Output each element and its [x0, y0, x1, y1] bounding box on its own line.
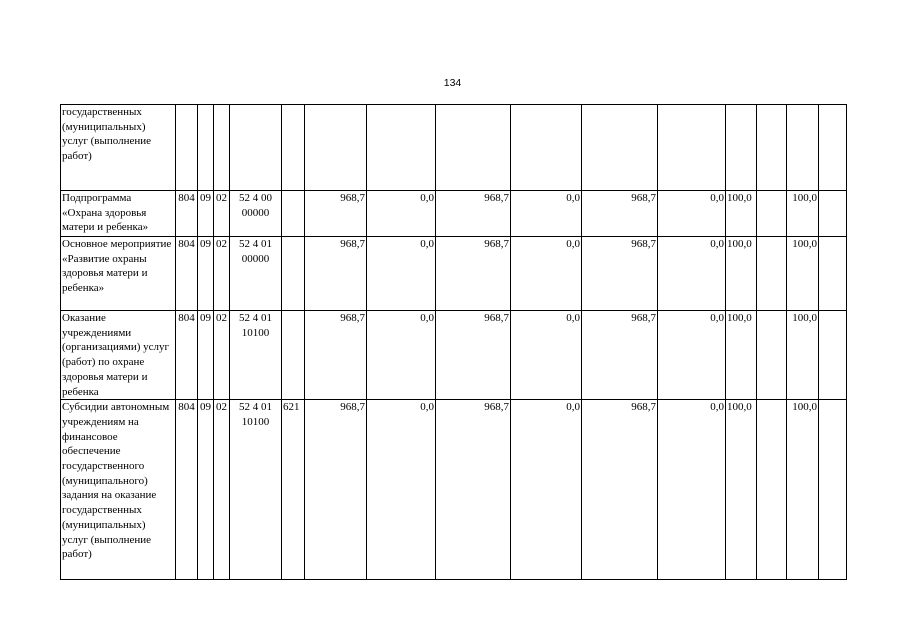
value-2: 0,0 — [367, 237, 436, 311]
expense-type-code: 621 — [282, 400, 305, 580]
value-1 — [305, 105, 367, 191]
grbs-code: 804 — [176, 237, 198, 311]
expense-type-code — [282, 311, 305, 400]
value-1: 968,7 — [305, 311, 367, 400]
value-5: 968,7 — [582, 191, 658, 237]
value-5: 968,7 — [582, 237, 658, 311]
value-6 — [658, 105, 726, 191]
value-2 — [367, 105, 436, 191]
subsection-code: 02 — [214, 400, 230, 580]
row-name: Подпрограмма «Охрана здоровья матери и ребенка» — [61, 191, 176, 237]
value-4 — [511, 105, 582, 191]
percent-3 — [819, 191, 847, 237]
percent-1: 100,0 — [726, 400, 757, 580]
grbs-code: 804 — [176, 191, 198, 237]
value-4: 0,0 — [511, 191, 582, 237]
section-code: 09 — [198, 237, 214, 311]
grbs-code: 804 — [176, 400, 198, 580]
percent-1: 100,0 — [726, 191, 757, 237]
percent-3 — [819, 105, 847, 191]
section-code: 09 — [198, 191, 214, 237]
percent-2: 100,0 — [787, 237, 819, 311]
value-6: 0,0 — [658, 191, 726, 237]
value-6: 0,0 — [658, 311, 726, 400]
percent-2 — [787, 105, 819, 191]
table-body — [61, 105, 847, 580]
percent-3 — [819, 311, 847, 400]
percent-2: 100,0 — [787, 400, 819, 580]
row-name: Субсидии автономным учреждениям на финансовое обеспечение государственного (муниципального) задания на оказание государственных (муниципальных) услуг (выполнение работ) — [61, 400, 176, 580]
expense-type-code — [282, 237, 305, 311]
percent-2: 100,0 — [787, 191, 819, 237]
section-code: 09 — [198, 311, 214, 400]
subsection-code — [214, 105, 230, 191]
value-2: 0,0 — [367, 400, 436, 580]
table-row — [61, 191, 847, 237]
table-row — [61, 311, 847, 400]
value-1: 968,7 — [305, 237, 367, 311]
row-name: Основное мероприятие «Развитие охраны здоровья матери и ребенка» — [61, 237, 176, 311]
percent-1: 100,0 — [726, 237, 757, 311]
value-3: 968,7 — [436, 400, 511, 580]
subsection-code: 02 — [214, 237, 230, 311]
percent-2: 100,0 — [787, 311, 819, 400]
table-row — [61, 237, 847, 311]
table-row — [61, 105, 847, 191]
empty-cell — [757, 400, 787, 580]
page-number: 134 — [443, 77, 462, 89]
grbs-code: 804 — [176, 311, 198, 400]
value-5 — [582, 105, 658, 191]
value-3: 968,7 — [436, 191, 511, 237]
subsection-code: 02 — [214, 191, 230, 237]
grbs-code — [176, 105, 198, 191]
value-4: 0,0 — [511, 237, 582, 311]
percent-3 — [819, 237, 847, 311]
subsection-code: 02 — [214, 311, 230, 400]
percent-1: 100,0 — [726, 311, 757, 400]
target-article-code: 52 4 01 10100 — [230, 400, 282, 580]
value-4: 0,0 — [511, 400, 582, 580]
value-4: 0,0 — [511, 311, 582, 400]
percent-1 — [726, 105, 757, 191]
value-5: 968,7 — [582, 311, 658, 400]
section-code — [198, 105, 214, 191]
value-1: 968,7 — [305, 400, 367, 580]
empty-cell — [757, 311, 787, 400]
empty-cell — [757, 191, 787, 237]
percent-3 — [819, 400, 847, 580]
value-2: 0,0 — [367, 191, 436, 237]
value-6: 0,0 — [658, 400, 726, 580]
target-article-code: 52 4 01 10100 — [230, 311, 282, 400]
row-name: Оказание учреждениями (организациями) услуг (работ) по охране здоровья матери и ребенка — [61, 311, 176, 400]
empty-cell — [757, 237, 787, 311]
section-code: 09 — [198, 400, 214, 580]
target-article-code: 52 4 00 00000 — [230, 191, 282, 237]
value-2: 0,0 — [367, 311, 436, 400]
value-5: 968,7 — [582, 400, 658, 580]
target-article-code — [230, 105, 282, 191]
table-row — [61, 400, 847, 580]
value-3 — [436, 105, 511, 191]
target-article-code: 52 4 01 00000 — [230, 237, 282, 311]
expense-type-code — [282, 191, 305, 237]
value-6: 0,0 — [658, 237, 726, 311]
value-3: 968,7 — [436, 311, 511, 400]
row-name: государственных (муниципальных) услуг (выполнение работ) — [61, 105, 176, 191]
budget-table — [60, 104, 847, 580]
value-1: 968,7 — [305, 191, 367, 237]
expense-type-code — [282, 105, 305, 191]
value-3: 968,7 — [436, 237, 511, 311]
empty-cell — [757, 105, 787, 191]
